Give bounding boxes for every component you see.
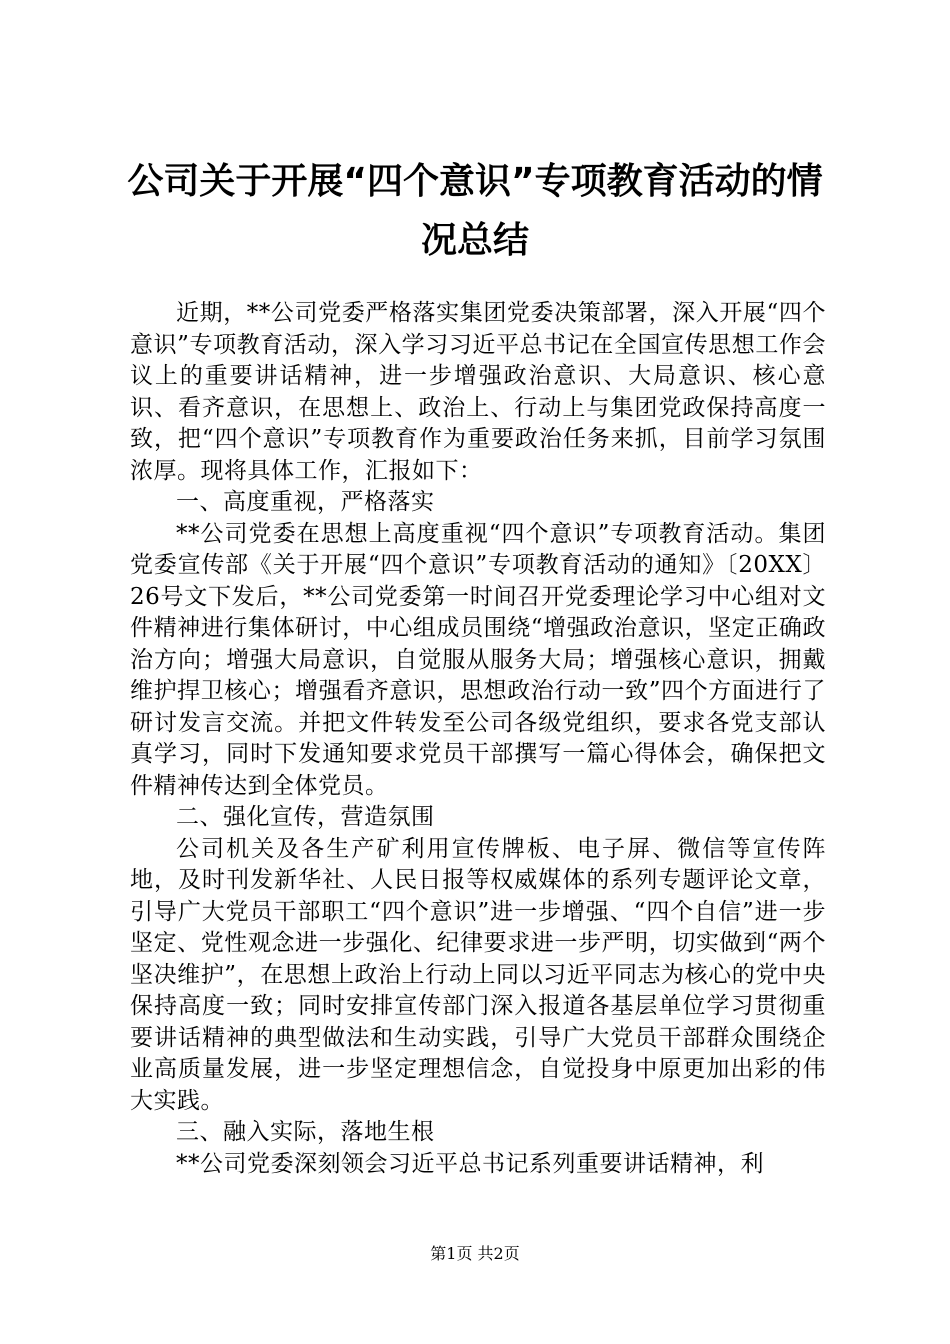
section-body-1: **公司党委在思想上高度重视“四个意识”专项教育活动。集团党委宣传部《关于开展“四个意识”专项教育活动的通知》〔20XX〕26号文下发后，**公司党委第一时间召开党委理论学习中心组对文件精神进行集体研讨，中心组成员围绕“增强政治意识，坚定正确政治方向；增强大局意识，自觉服从服务大局；增强核心意识，拥戴维护捍卫核心；增强看齐意识，思想政治行动一致”四个方面进行了研讨发言交流。并把文件转发至公司各级党组织，要求各党支部认真学习，同时下发通知要求党员干部撰写一篇心得体会，确保把文件精神传达到全体党员。 [130, 520, 826, 799]
document-title-line-2: 况总结 [420, 220, 529, 261]
document-title-line-1: 公司关于开展“四个意识”专项教育活动的情 [127, 161, 823, 202]
section-heading-2: 二、强化宣传，营造氛围 [176, 804, 435, 830]
section-body-3: **公司党委深刻领会习近平总书记系列重要讲话精神，利 [176, 1150, 764, 1177]
intro-paragraph: 近期，**公司党委严格落实集团党委决策部署，深入开展“四个意识”专项教育活动，深入学习习近平总书记在全国宣传思想工作会议上的重要讲话精神，进一步增强政治意识、大局意识、核心意识、看齐意识，在思想上、政治上、行动上与集团党政保持高度一致，把“四个意识”专项教育作为重要政治任务来抓，目前学习氛围浓厚。现将具体工作，汇报如下： [130, 300, 826, 484]
document-body [130, 298, 826, 1180]
section-heading-3: 三、融入实际，落地生根 [176, 1119, 435, 1145]
section-body-2: 公司机关及各生产矿利用宣传牌板、电子屏、微信等宣传阵地，及时刊发新华社、人民日报等权威媒体的系列专题评论文章，引导广大党员干部职工“四个意识”进一步增强、“四个自信”进一步坚定、党性观念进一步强化、纪律要求进一步严明，切实做到“两个坚决维护”，在思想上政治上行动上同以习近平同志为核心的党中央保持高度一致；同时安排宣传部门深入报道各基层单位学习贯彻重要讲话精神的典型做法和生动实践，引导广大党员干部群众围绕企业高质量发展，进一步坚定理想信念，自觉投身中原更加出彩的伟大实践。 [130, 835, 826, 1114]
page-footer: 第1页 共2页 [430, 1244, 520, 1263]
section-heading-1: 一、高度重视，严格落实 [176, 489, 435, 515]
